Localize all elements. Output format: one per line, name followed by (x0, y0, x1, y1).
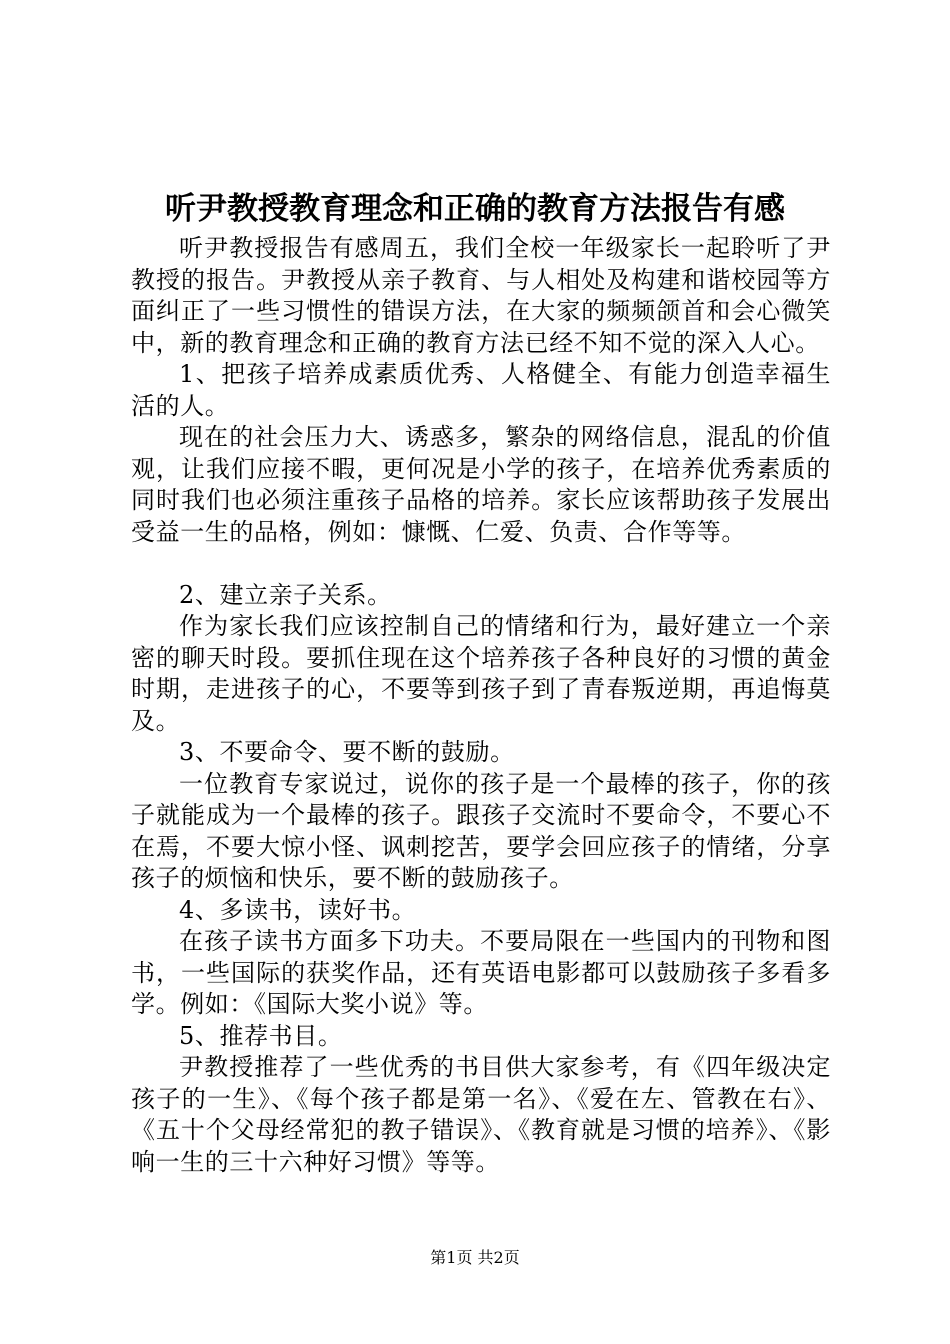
point-4-heading: 4、多读书，读好书。 (179, 895, 417, 924)
paragraph-point-1: 现在的社会压力大、诱惑多，繁杂的网络信息，混乱的价值观，让我们应接不暇，更何况是小学的孩子，在培养优秀素质的同时我们也必须注重孩子品格的培养。家长应该帮助孩子发展出受益一生的品格，例如：慷慨、仁爱、负责、合作等等。 (131, 423, 831, 546)
point-2-heading: 2、建立亲子关系。 (179, 580, 392, 609)
paragraph-point-3: 一位教育专家说过，说你的孩子是一个最棒的孩子，你的孩子就能成为一个最棒的孩子。跟孩子交流时不要命令，不要心不在焉，不要大惊小怪、讽刺挖苦，要学会回应孩子的情绪，分享孩子的烦恼和快乐，要不断的鼓励孩子。 (131, 769, 831, 892)
document-title: 听尹教授教育理念和正确的教育方法报告有感 (165, 191, 785, 227)
point-3-heading: 3、不要命令、要不断的鼓励。 (179, 738, 515, 766)
paragraph-point-2: 作为家长我们应该控制自己的情绪和行为，最好建立一个亲密的聊天时段。要抓住现在这个培养孩子各种良好的习惯的黄金时期，走进孩子的心，不要等到孩子到了青春叛逆期，再追悔莫及。 (131, 612, 831, 735)
document-body (131, 233, 831, 1178)
point-1-heading: 1、把孩子培养成素质优秀、人格健全、有能力创造幸福生活的人。 (131, 360, 831, 420)
paragraph-point-5: 尹教授推荐了一些优秀的书目供大家参考，有《四年级决定孩子的一生》、《每个孩子都是第一名》、《爱在左、管教在右》、《五十个父母经常犯的教子错误》、《教育就是习惯的培养》、《影响一生的三十六种好习惯》等等。 (131, 1053, 831, 1176)
paragraph-point-4: 在孩子读书方面多下功夫。不要局限在一些国内的刊物和图书，一些国际的获奖作品，还有英语电影都可以鼓励孩子多看多学。例如：《国际大奖小说》等。 (131, 927, 831, 1018)
paragraph-intro: 听尹教授报告有感周五，我们全校一年级家长一起聆听了尹教授的报告。尹教授从亲子教育、与人相处及构建和谐校园等方面纠正了一些习惯性的错误方法，在大家的频频颌首和会心微笑中，新的教育理念和正确的教育方法已经不知不觉的深入人心。 (131, 234, 831, 357)
point-5-heading: 5、推荐书目。 (179, 1021, 343, 1050)
blank-line (131, 548, 831, 580)
page-number-footer: 第1页 共2页 (430, 1248, 520, 1267)
